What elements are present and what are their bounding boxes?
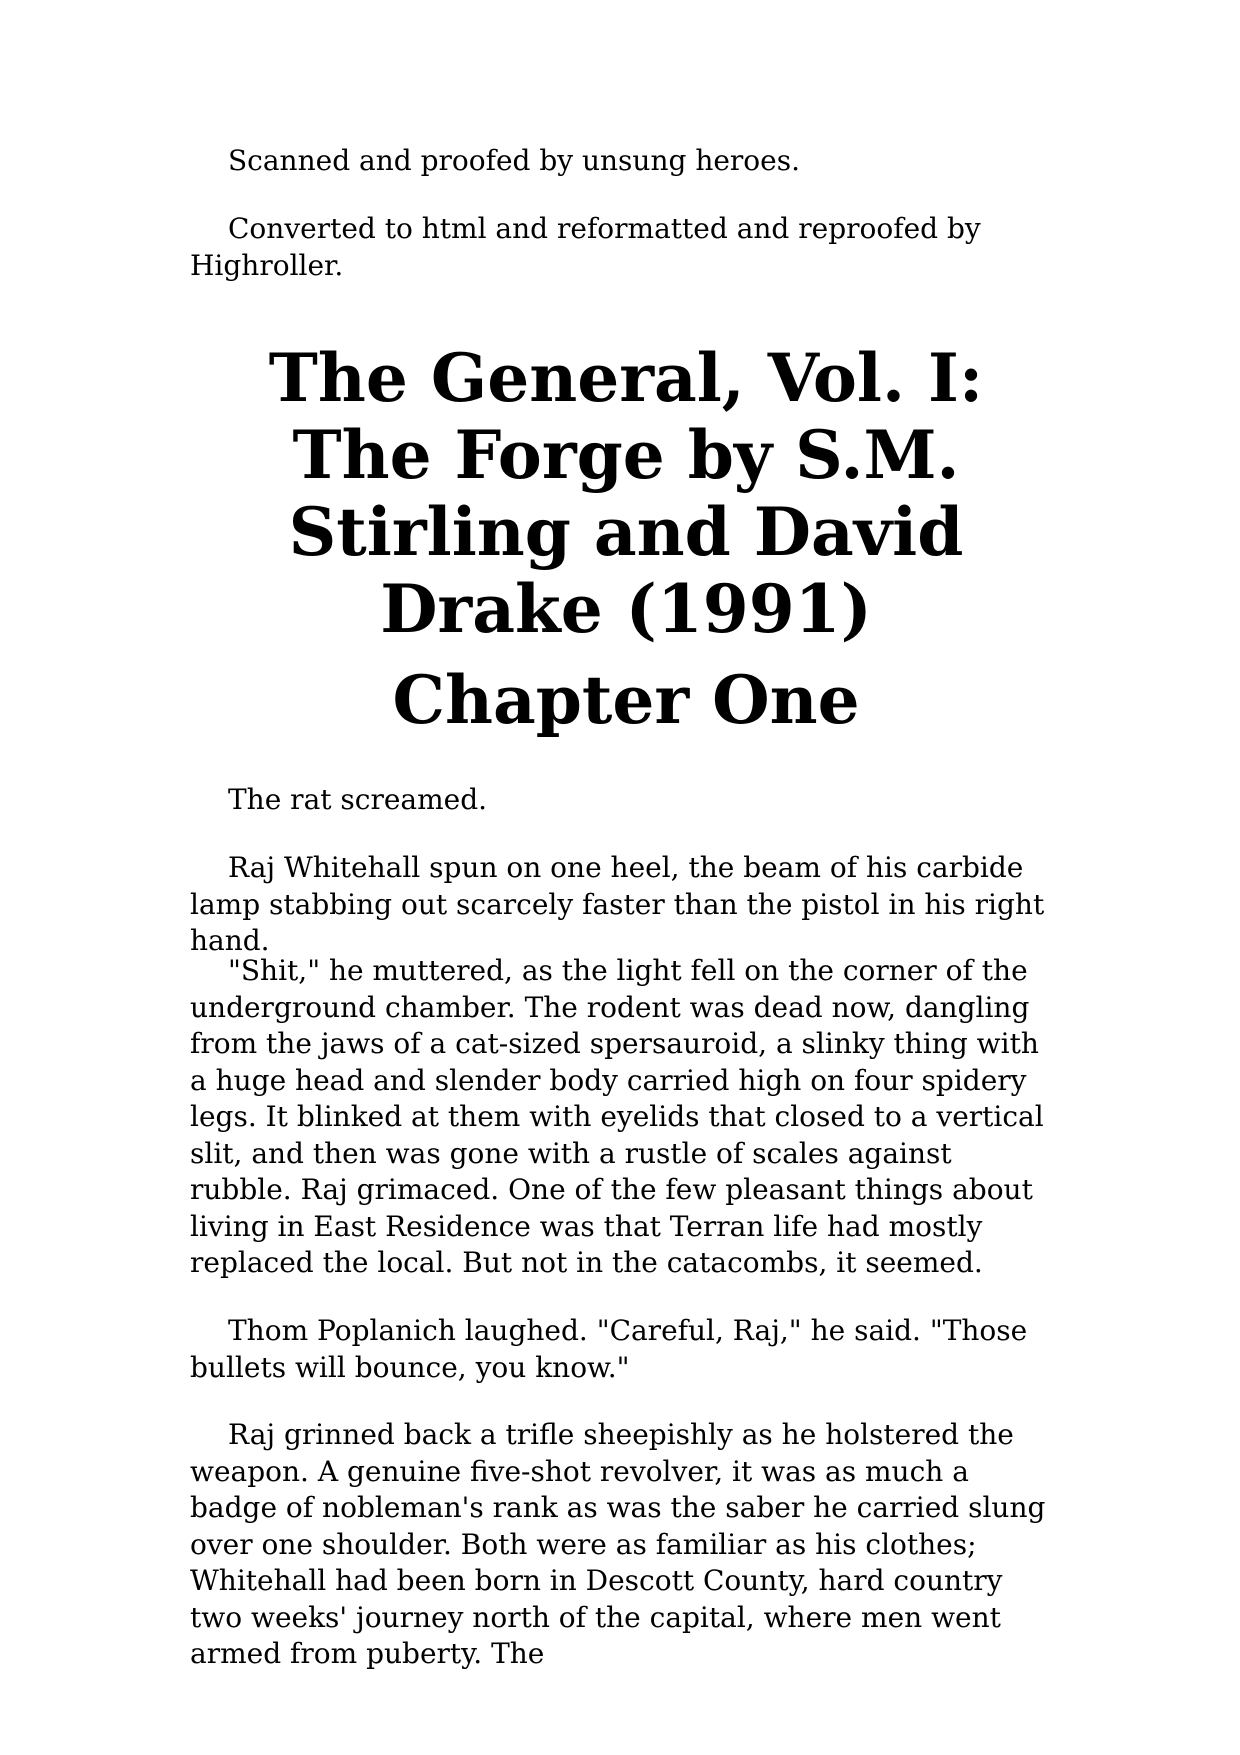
- paragraph: "Shit," he muttered, as the light fell on the corner of the underground chamber. The rodent was dead now, dangling from the jaws of a cat-sized spersauroid, a slinky thing with a huge head and slender body carried high on four spidery legs. It blinked at them with eyelids that closed to a vertical slit, and then was gone with a rustle of scales against rubble. Raj grimaced. One of the few pleasant things about living in East Residence was that Terran life had mostly replaced the local. But not in the catacombs, it seemed.: [190, 954, 1044, 1279]
- book-title: The General, Vol. I: The Forge by S.M. Stirling and David Drake (1991): [268, 339, 984, 648]
- credit-converted: Converted to html and reformatted and reproofed by Highroller.: [190, 212, 981, 282]
- paragraph: Raj grinned back a trifle sheepishly as he holstered the weapon. A genuine five-shot revolver, it was as much a badge of nobleman's rank as was the saber he carried slung over one shoulder. Both were as familiar as his clothes; Whitehall had been born in Descott County, hard country two weeks' journey north of the capital, where men went armed from puberty. The: [190, 1418, 1046, 1670]
- paragraph: Thom Poplanich laughed. "Careful, Raj," he said. "Those bullets will bounce, you know.": [190, 1314, 1028, 1384]
- paragraph: Raj Whitehall spun on one heel, the beam of his carbide lamp stabbing out scarcely faster than the pistol in his right hand.: [190, 851, 1045, 957]
- paragraph: The rat screamed.: [228, 783, 488, 816]
- credit-scanned: Scanned and proofed by unsung heroes.: [228, 144, 801, 177]
- chapter-title: Chapter One: [392, 661, 860, 739]
